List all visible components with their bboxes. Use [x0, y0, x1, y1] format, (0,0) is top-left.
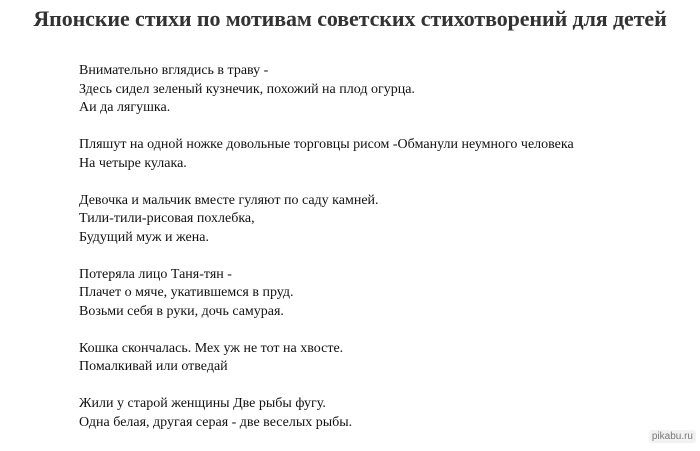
- watermark: pikabu.ru: [649, 430, 696, 443]
- stanza: [79, 62, 574, 118]
- poem-line: Возьми себя в руки, дочь самурая.: [79, 303, 284, 319]
- stanza: [79, 266, 574, 322]
- poem-line: Одна белая, другая серая - две веселых рыбы.: [79, 414, 353, 430]
- stanza: [79, 395, 574, 432]
- poem-line: Девочка и мальчик вместе гуляют по саду камней.: [79, 192, 379, 208]
- poem-line: Будущий муж и жена.: [79, 229, 209, 245]
- poem-line: Плачет о мяче, укатившемся в пруд.: [79, 285, 294, 300]
- poem-line: Аи да лягушка.: [79, 100, 171, 115]
- poem-line: Потеряла лицо Таня-тян -: [79, 266, 232, 282]
- poem-line: Тили-тили-рисовая похлебка,: [79, 211, 255, 226]
- page-title: Японские стихи по мотивам советских стихотворений для детей: [33, 6, 667, 31]
- poem-line: Здесь сидел зеленый кузнечик, похожий на плод огурца.: [79, 81, 415, 97]
- poem-line: Пляшут на одной ножке довольные торговцы рисом -Обманули неумного человека: [79, 137, 574, 152]
- poem-line: Внимательно вглядись в траву -: [79, 63, 269, 78]
- stanza: [79, 136, 574, 173]
- poems: [79, 62, 574, 451]
- stanza: [79, 340, 574, 377]
- poem-line: Жили у старой женщины Две рыбы фугу.: [79, 396, 326, 411]
- poem-line: Помалкивай или отведай: [79, 359, 228, 374]
- poem-line: Кошка скончалась. Мех уж не тот на хвосте.: [79, 340, 344, 356]
- poem-line: На четыре кулака.: [79, 155, 187, 171]
- stanza: [79, 192, 574, 248]
